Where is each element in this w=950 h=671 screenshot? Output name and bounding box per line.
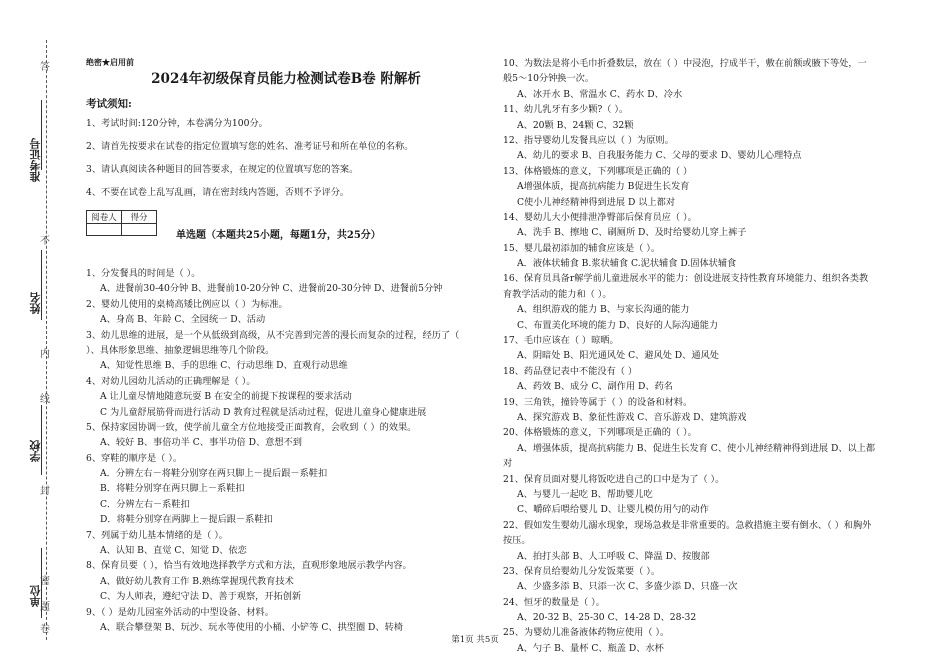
- left-question-list: [86, 266, 486, 635]
- question-text: 按压。: [503, 535, 531, 547]
- question-text: 20、体格锻炼的意义，下列哪项是正确的（ ）。: [503, 427, 697, 439]
- section-title: 单选题（本题共25小题，每题1分，共25分）: [176, 230, 381, 241]
- question-text: 8、保育员要（ ），恰当有效地选择教学方式和方法，直观形象地展示教学内容。: [86, 560, 412, 572]
- question-text: 23、保育员给婴幼儿分发饭菜要（ ）。: [503, 565, 661, 577]
- seal-word: 不: [40, 236, 50, 247]
- score-table-score-cell[interactable]: [122, 224, 157, 236]
- answer-options: A、拍打头部 B、人工呼吸 C、降温 D、按腹部: [517, 550, 710, 562]
- answer-options: A、幼儿的要求 B、自我服务能力 C、父母的要求 D、婴幼儿心理特点: [517, 150, 802, 162]
- question-text: 10、为数法是将小毛巾折叠数层，放在（ ）中浸泡，拧成半干，敷在前额或腋下等处，一: [503, 58, 867, 69]
- answer-options: A、20-32 B、25-30 C、14-28 D、28-32: [517, 612, 697, 624]
- question-text: 对: [503, 458, 513, 470]
- question-text: ）、具体形象思维、抽象逻辑思维等几个阶段。: [86, 344, 275, 356]
- answer-options: D．将鞋分别穿在两脚上－提后跟－系鞋扣: [100, 514, 273, 526]
- score-table-grader-label: 阅卷人: [87, 211, 122, 224]
- question-text: 11、幼儿乳牙有多少颗?（ ）。: [503, 104, 629, 116]
- field-label-school: 学校: [29, 440, 42, 462]
- answer-options: B．将鞋分别穿在两只脚上－系鞋扣: [100, 483, 245, 495]
- seal-word: 答: [40, 62, 50, 73]
- field-line-name[interactable]: [41, 250, 42, 320]
- answer-options: A、组织游戏的能力 B、与家长沟通的能力: [517, 304, 690, 316]
- answer-options: A、药效 B、成分 C、副作用 D、药名: [517, 381, 673, 393]
- answer-options: A、冰开水 B、常温水 C、药水 D、冷水: [517, 88, 683, 100]
- question-text: 12、指导婴幼儿发餐具应以（ ）为原则。: [503, 134, 674, 146]
- question-text: 4、对幼儿园幼儿活动的正确理解是（ ）。: [86, 375, 256, 387]
- answer-options: A、探究游戏 B、象征性游戏 C、音乐游戏 D、建筑游戏: [517, 411, 747, 423]
- notice-item: 1、考试时间:120分钟，本卷满分为100分。: [86, 118, 268, 129]
- seal-word: 封: [40, 486, 50, 497]
- question-text: 5、保持家园协调一致，使学前儿童全方位地接受正面教育，会收到（ ）的效果。: [86, 421, 417, 433]
- answer-options: A、进餐前30-40分钟 B、进餐前10-20分钟 C、进餐前20-30分钟 D、进餐前5分钟: [100, 283, 443, 295]
- field-line-unit[interactable]: [41, 548, 42, 618]
- answer-options: C．分辨左右－系鞋扣: [100, 498, 190, 510]
- question-text: 13、体格锻炼的意义，下列哪项是正确的（ ）: [503, 165, 693, 177]
- question-text: 7、列属于幼儿基本情绪的是（ ）。: [86, 529, 228, 541]
- question-text: 15、婴儿最初添加的辅食应该是（ ）。: [503, 242, 661, 254]
- right-column: [503, 56, 918, 656]
- question-text: 18、药品登记表中不能没有（ ）: [503, 365, 638, 377]
- seal-word: 线: [40, 394, 50, 405]
- answer-options: A、较好 B、事倍功半 C、事半功倍 D、意想不到: [100, 437, 302, 449]
- answer-options: C使小儿神经精神得到进展 D 以上都对: [517, 196, 676, 208]
- question-text: 22、假如发生婴幼儿溺水现象，现场急救是非常重要的。急救措施主要有倒水、（ ）和胸外: [503, 519, 872, 531]
- notice-item: 3、请认真阅读各种题目的回答要求，在规定的位置填写您的答案。: [86, 164, 359, 175]
- answer-options: C、嚼碎后喂给婴儿 D、让婴儿模仿用勺的动作: [517, 504, 709, 516]
- answer-options: A、身高 B、年龄 C、全园统一 D、活动: [100, 314, 266, 326]
- answer-options: A、与婴儿一起吃 B、帮助婴儿吃: [517, 488, 653, 500]
- answer-options: A、洗手 B、擦地 C、刷厕所 D、及时给婴幼儿穿上裤子: [517, 227, 747, 239]
- answer-options: A增强体质，提高抗病能力 B促进生长发育: [517, 181, 690, 193]
- field-line-school[interactable]: [41, 405, 42, 475]
- seal-dashed-line: [46, 40, 47, 640]
- notice-item: 4、不要在试卷上乱写乱画，请在密封线内答题，否则不予评分。: [86, 187, 350, 198]
- right-question-list: [503, 56, 918, 656]
- answer-options: A、增强体质，提高抗病能力 B、促进生长发育 C、使小儿神经精神得到进展 D、以上都: [517, 442, 876, 454]
- question-text: 25、为婴幼儿准备液体药物应使用（ ）。: [503, 627, 670, 639]
- answer-options: A、20颗 B、24颗 C、32颗: [517, 119, 634, 131]
- page-footer: 第1页 共5页: [451, 635, 499, 645]
- answer-options: C 为儿童舒展筋骨而进行活动 D 教育过程就是活动过程，促进儿童身心健康进展: [100, 406, 427, 418]
- score-area: [86, 210, 486, 241]
- field-label-name: 姓名: [29, 292, 42, 314]
- question-text: 19、三角铁，撞铃等属于（ ）的设备和材料。: [503, 396, 693, 408]
- binding-margin: [0, 0, 78, 671]
- answer-options: A．分辨左右－将鞋分别穿在两只脚上－提后跟－系鞋扣: [100, 468, 328, 480]
- question-text: 17、毛巾应该在（ ）晾晒。: [503, 335, 619, 347]
- question-text: 14、婴幼儿大小便排泄净臀部后保育员应（ ）。: [503, 211, 697, 223]
- question-text: 般5～10分钟换一次。: [503, 73, 595, 85]
- question-text: 1、分发餐具的时间是（ ）。: [86, 268, 201, 279]
- notice-item: 2、请首先按要求在试卷的指定位置填写您的姓名、准考证号和所在单位的名称。: [86, 141, 414, 152]
- answer-options: A、知觉性思维 B、手的思维 C、行动思维 D、直观行动思维: [100, 360, 348, 372]
- question-text: 育教学活动的能力和（ ）。: [503, 288, 612, 300]
- seal-word: 密: [40, 576, 50, 587]
- answer-options: A、勺子 B、量杯 C、瓶盖 D、水杯: [517, 642, 664, 654]
- answer-options: A 让儿童尽情地随意玩耍 B 在安全的前提下按课程的要求活动: [100, 391, 352, 403]
- field-label-unit: 单位: [29, 585, 42, 607]
- answer-options: A、少盛多添 B、只添一次 C、多盛少添 D、只盛一次: [517, 581, 738, 593]
- left-column: [86, 56, 486, 635]
- field-label-exam-number: 准考证号: [29, 138, 42, 182]
- question-text: 21、保育员面对婴儿将饭吃进自己的口中是为了（ ）。: [503, 473, 725, 485]
- answer-options: C、为人师表，遵纪守法 D、善于观察，开拓创新: [100, 591, 302, 603]
- answer-options: A．液体状辅食 B.浆状辅食 C.泥状辅食 D.固体状辅食: [517, 258, 737, 270]
- question-text: 24、恒牙的数量是（ ）。: [503, 596, 605, 608]
- seal-word: 题: [40, 602, 50, 613]
- score-table-grader-cell[interactable]: [87, 224, 122, 236]
- answer-options: A、联合攀登架 B、玩沙、玩水等使用的小桶、小铲等 C、拱型圈 D、转椅: [100, 621, 403, 633]
- score-table: [86, 210, 157, 236]
- question-text: 6、穿鞋的顺序是（ ）。: [86, 452, 183, 464]
- answer-options: A、认知 B、直觉 C、知觉 D、依恋: [100, 545, 247, 557]
- secret-mark: 绝密★启用前: [86, 57, 134, 67]
- question-text: 16、保育员具备r解学前儿童进展水平的能力：创设进展支持性教育环境能力、组织各类教: [503, 273, 869, 285]
- question-text: 3、幼儿思维的进展，是一个从低级到高级，从不完善到完善的漫长而复杂的过程，经历了（: [86, 329, 460, 341]
- seal-word: 内: [40, 349, 50, 360]
- answer-options: C、布置美化环境的能力 D、良好的人际沟通能力: [517, 319, 719, 331]
- answer-options: A、阴暗处 B、阳光通风处 C、避风处 D、通风处: [517, 350, 719, 362]
- field-line-exam-number[interactable]: [41, 100, 42, 170]
- seal-word: 卷: [40, 624, 50, 635]
- notice-heading: 考试须知:: [86, 98, 132, 110]
- answer-options: A、做好幼儿教育工作 B.熟练掌握现代教育技术: [100, 575, 294, 587]
- score-table-score-label: 得分: [122, 211, 157, 224]
- question-text: 2、婴幼儿使用的桌椅高矮比例应以（ ）为标准。: [86, 298, 288, 310]
- page-title: 2024年初级保育员能力检测试卷B卷 附解析: [151, 71, 421, 87]
- question-text: 9、（ ）是幼儿园室外活动的中型设备、材料。: [86, 606, 274, 618]
